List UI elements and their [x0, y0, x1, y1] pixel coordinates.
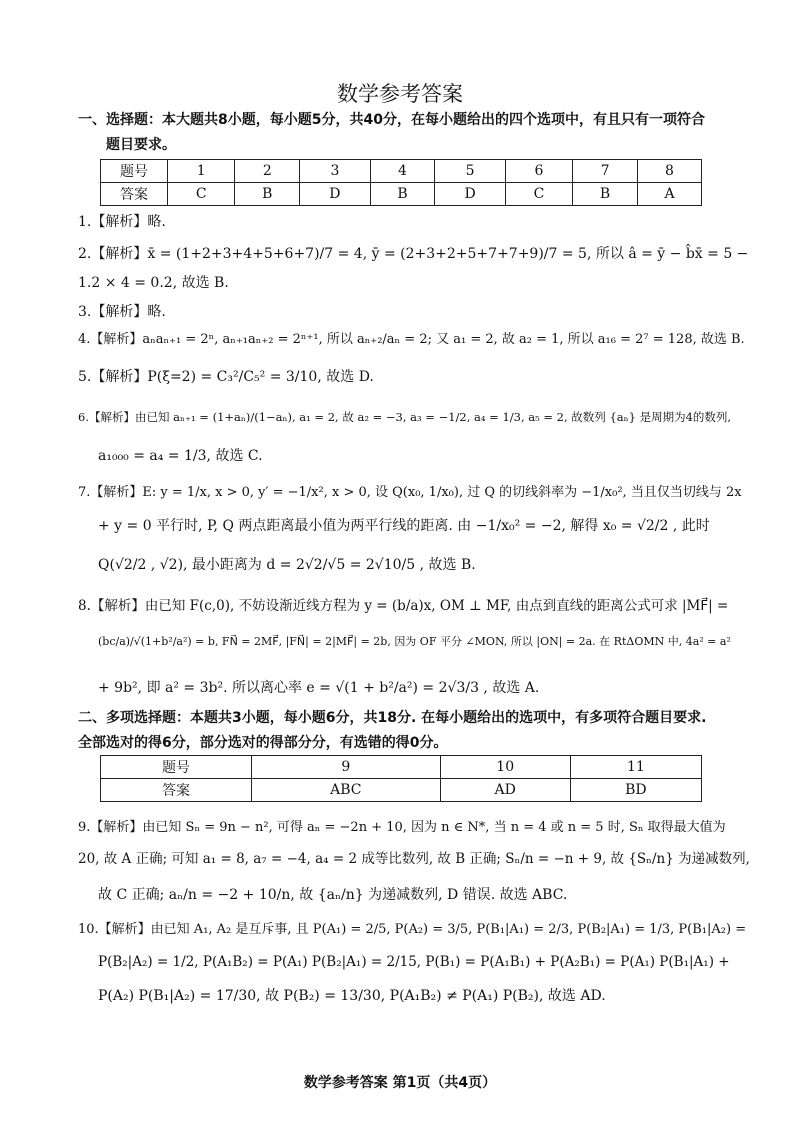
answer-cell: C — [505, 183, 572, 206]
table-header-cell: 题号 — [101, 756, 252, 779]
question-number-cell: 11 — [570, 756, 701, 779]
question-number-cell: 5 — [435, 160, 505, 183]
solution-line: 1.2 × 4 = 0.2, 故选 B. — [78, 275, 229, 291]
answer-cell: AD — [440, 779, 570, 802]
table-header-cell: 答案 — [101, 779, 252, 802]
section1-heading: 一、选择题：本大题共8小题，每小题5分，共40分，在每小题给出的四个选项中，有且只有一项符合 题目要求。 — [78, 112, 705, 153]
answer-cell: B — [235, 183, 300, 206]
answer-cell: D — [435, 183, 505, 206]
solution-line: 9.【解析】由已知 Sₙ = 9n − n², 可得 aₙ = −2n + 10, 因为 n ∈ N*, 当 n = 4 或 n = 5 时, Sₙ 取得最大值为 — [78, 820, 726, 835]
solution-line: (bc/a)/√(1+b²/a²) = b, FN⃗ = 2MF⃗, |FN⃗| = 2|MF⃗| = 2b, 因为 OF 平分 ∠MON, 所以 |ON| = 2a. 在 RtΔOMN 中, 4a² = a² — [98, 635, 731, 648]
question-number-cell: 2 — [235, 160, 300, 183]
answer-cell: ABC — [252, 779, 441, 802]
answer-cell: B — [573, 183, 638, 206]
answer-cell: A — [638, 183, 702, 206]
solution-line: 8.【解析】由已知 F(c,0), 不妨设渐近线方程为 y = (b/a)x, OM ⊥ MF, 由点到直线的距离公式可求 |MF⃗| = — [78, 598, 729, 614]
question-number-cell: 1 — [168, 160, 235, 183]
solution-line: 2.【解析】x̄ = (1+2+3+4+5+6+7)/7 = 4, ȳ = (2+3+2+5+7+7+9)/7 = 5, 所以 â = ȳ − b̂x̄ = 5 − — [78, 246, 749, 262]
answer-cell: BD — [570, 779, 701, 802]
solution-line: 故 C 正确; aₙ/n = −2 + 10/n, 故 {aₙ/n} 为递减数列, D 错误. 故选 ABC. — [98, 887, 568, 903]
solution-line: P(A₂) P(B₁|A₂) = 17/30, 故 P(B₂) = 13/30, P(A₁B₂) ≠ P(A₁) P(B₂), 故选 AD. — [98, 988, 606, 1004]
question-number-cell: 4 — [370, 160, 435, 183]
table-header-cell: 答案 — [101, 183, 168, 206]
question-number-cell: 9 — [252, 756, 441, 779]
solution-line: P(B₂|A₂) = 1/2, P(A₁B₂) = P(A₁) P(B₂|A₁) = 2/15, P(B₁) = P(A₁B₁) + P(A₂B₁) = P(A₁) P(B₁|A₁) + — [98, 954, 730, 970]
page-title: 数学参考答案 — [337, 82, 463, 106]
solution-line: 4.【解析】aₙaₙ₊₁ = 2ⁿ, aₙ₊₁aₙ₊₂ = 2ⁿ⁺¹, 所以 aₙ₊₂/aₙ = 2; 又 a₁ = 2, 故 a₂ = 1, 所以 a₁₆ = 2⁷ = 128, 故选 B. — [78, 332, 745, 347]
section2-heading: 二、多项选择题：本题共3小题，每小题6分，共18分. 在每小题给出的选项中，有多项符合题目要求. 全部选对的得6分，部分选对的得部分分，有选错的得0分。 — [78, 710, 707, 751]
answer-table-1 — [100, 159, 702, 206]
question-number-cell: 10 — [440, 756, 570, 779]
solution-line: Q(√2/2 , √2), 最小距离为 d = 2√2/√5 = 2√10/5 , 故选 B. — [98, 557, 476, 573]
question-number-cell: 6 — [505, 160, 572, 183]
solution-line: a₁₀₀₀ = a₄ = 1/3, 故选 C. — [98, 448, 263, 464]
solution-line: + y = 0 平行时, P, Q 两点距离最小值为两平行线的距离. 由 −1/x₀² = −2, 解得 x₀ = √2/2 , 此时 — [98, 518, 710, 534]
solution-line: 6.【解析】由已知 aₙ₊₁ = (1+aₙ)/(1−aₙ), a₁ = 2, 故 a₂ = −3, a₃ = −1/2, a₄ = 1/3, a₅ = 2, 故数列 {aₙ} 是周期为4的数列, — [78, 410, 732, 424]
answer-cell: B — [370, 183, 435, 206]
answer-cell: D — [300, 183, 370, 206]
table-header-cell: 题号 — [101, 160, 168, 183]
question-number-cell: 3 — [300, 160, 370, 183]
solution-line: 3.【解析】略. — [78, 304, 166, 320]
solution-line: 20, 故 A 正确; 可知 a₁ = 8, a₇ = −4, a₄ = 2 成等比数列, 故 B 正确; Sₙ/n = −n + 9, 故 {Sₙ/n} 为递减数列, — [78, 851, 750, 867]
solution-line: + 9b², 即 a² = 3b². 所以离心率 e = √(1 + b²/a²) = 2√3/3 , 故选 A. — [98, 680, 540, 696]
question-number-cell: 7 — [573, 160, 638, 183]
solution-line: 1.【解析】略. — [78, 214, 166, 230]
solution-line: 5.【解析】P(ξ=2) = C₃²/C₅² = 3/10, 故选 D. — [78, 369, 374, 385]
solution-line: 7.【解析】E: y = 1/x, x > 0, y′ = −1/x², x > 0, 设 Q(x₀, 1/x₀), 过 Q 的切线斜率为 −1/x₀², 当且仅当切线与 2x — [78, 485, 742, 500]
question-number-cell: 8 — [638, 160, 702, 183]
page-footer: 数学参考答案 第1页（共4页） — [303, 1075, 497, 1091]
solution-line: 10.【解析】由已知 A₁, A₂ 是互斥事, 且 P(A₁) = 2/5, P(A₂) = 3/5, P(B₁|A₁) = 2/3, P(B₂|A₁) = 1/3, P(B₁|A₂) = — [78, 922, 747, 937]
answer-table-2 — [100, 755, 702, 802]
answer-cell: C — [168, 183, 235, 206]
